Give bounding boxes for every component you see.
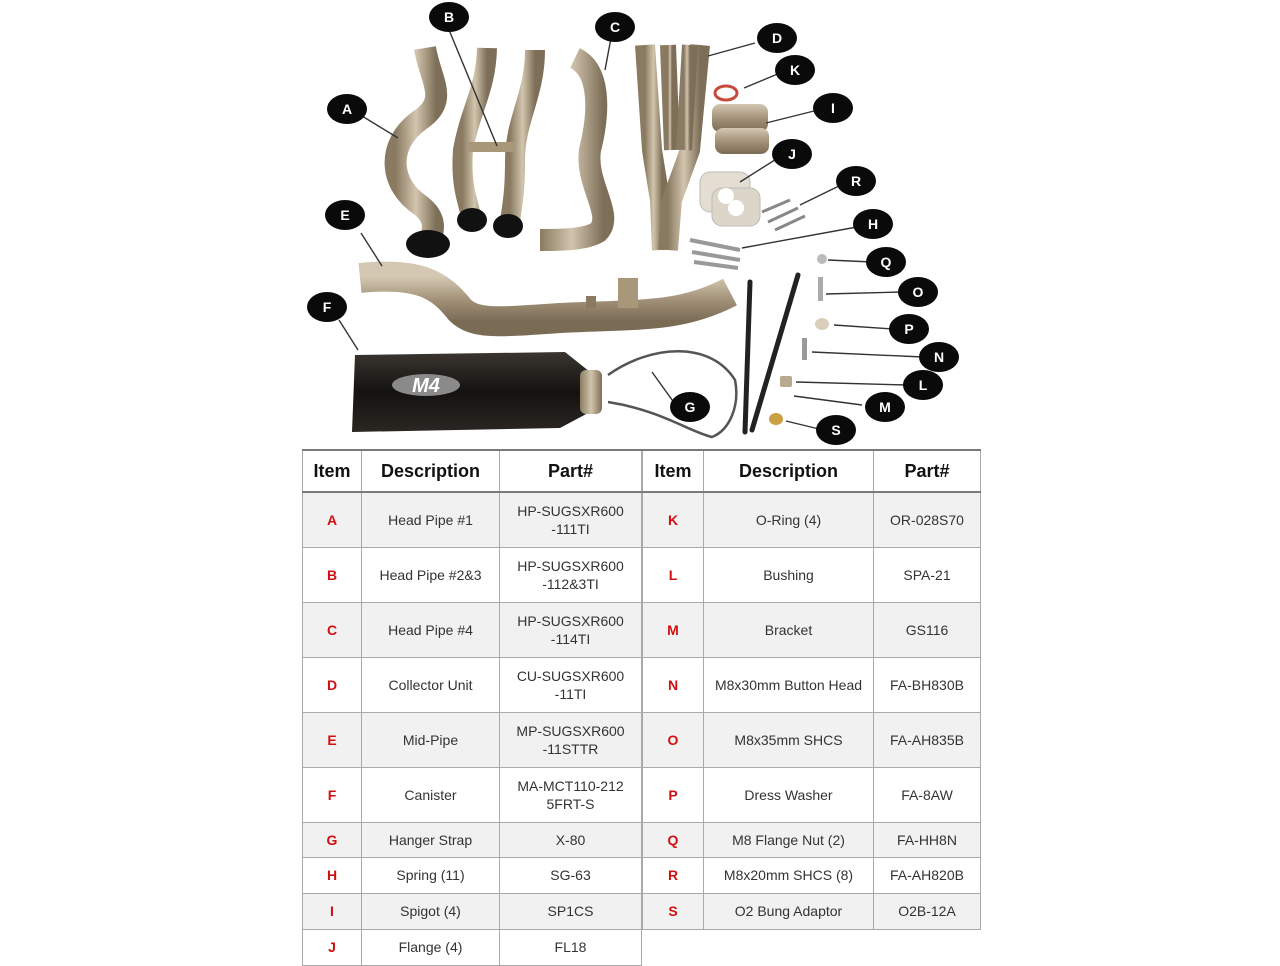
header-description: Description [704, 450, 874, 492]
shcs-bolts-part [762, 200, 805, 230]
item-description: Spigot (4) [362, 893, 500, 929]
table-row [303, 857, 642, 893]
table-row [303, 712, 642, 767]
hanger-strap-part [608, 351, 736, 437]
svg-text:L: L [918, 377, 928, 393]
exploded-parts-diagram [0, 0, 1280, 445]
bushing-part [780, 376, 792, 387]
item-part-number: HP-SUGSXR600 -112&3TI [500, 547, 642, 602]
svg-text:B: B [443, 9, 455, 25]
item-part-number: FA-HH8N [874, 822, 981, 857]
item-part-number: SPA-21 [874, 547, 981, 602]
button-bolt-part [818, 277, 823, 301]
item-part-number: HP-SUGSXR600 -111TI [500, 492, 642, 547]
callout-o [898, 277, 938, 307]
callout-g [670, 392, 710, 422]
item-description: O2 Bung Adaptor [704, 893, 874, 929]
svg-text:S: S [831, 422, 841, 438]
item-description: Hanger Strap [362, 822, 500, 857]
callout-d [757, 23, 797, 53]
table-row [303, 547, 642, 602]
table-row [643, 657, 981, 712]
shcs-bolt-n-part [802, 338, 807, 360]
item-description: M8x20mm SHCS (8) [704, 857, 874, 893]
item-letter: K [643, 492, 704, 547]
callout-s [816, 415, 856, 445]
table-row [643, 712, 981, 767]
svg-text:A: A [341, 101, 353, 117]
header-item: Item [643, 450, 704, 492]
table-row [643, 547, 981, 602]
mid-pipe-part [360, 277, 730, 322]
item-letter: Q [643, 822, 704, 857]
table-row [643, 822, 981, 857]
canister-part [352, 352, 602, 432]
callout-m [865, 392, 905, 422]
item-letter: B [303, 547, 362, 602]
item-description: Canister [362, 767, 500, 822]
item-description: Dress Washer [704, 767, 874, 822]
springs-part [690, 240, 740, 268]
item-description: Collector Unit [362, 657, 500, 712]
callout-b [429, 2, 469, 32]
item-part-number: X-80 [500, 822, 642, 857]
header-description: Description [362, 450, 500, 492]
callout-k [775, 55, 815, 85]
item-letter: A [303, 492, 362, 547]
table-row [303, 492, 642, 547]
flange-nut-part [817, 254, 827, 264]
table-row [643, 893, 981, 929]
item-description: Bracket [704, 602, 874, 657]
header-part: Part# [500, 450, 642, 492]
item-letter: J [303, 929, 362, 965]
item-part-number: CU-SUGSXR600 -11TI [500, 657, 642, 712]
flange-part [700, 172, 760, 226]
item-description: Flange (4) [362, 929, 500, 965]
item-part-number: SG-63 [500, 857, 642, 893]
item-description: Bushing [704, 547, 874, 602]
item-part-number: GS116 [874, 602, 981, 657]
collector-unit-part [645, 45, 700, 250]
item-letter: O [643, 712, 704, 767]
item-description: M8x35mm SHCS [704, 712, 874, 767]
svg-text:F: F [322, 299, 332, 315]
svg-text:I: I [831, 100, 835, 116]
svg-text:G: G [684, 399, 696, 415]
table-row [303, 602, 642, 657]
spigot-part [712, 104, 769, 154]
item-description: M8x30mm Button Head [704, 657, 874, 712]
svg-text:O: O [912, 284, 924, 300]
svg-text:Q: Q [880, 254, 892, 270]
item-letter: S [643, 893, 704, 929]
table-row [643, 767, 981, 822]
table-row [643, 492, 981, 547]
item-letter: G [303, 822, 362, 857]
item-part-number: FL18 [500, 929, 642, 965]
callout-q [866, 247, 906, 277]
item-description: Head Pipe #1 [362, 492, 500, 547]
callout-r [836, 166, 876, 196]
item-description: O-Ring (4) [704, 492, 874, 547]
item-part-number: FA-BH830B [874, 657, 981, 712]
item-part-number: OR-028S70 [874, 492, 981, 547]
svg-text:P: P [904, 321, 914, 337]
item-part-number: FA-8AW [874, 767, 981, 822]
table-header-row [303, 450, 642, 492]
callout-l [903, 370, 943, 400]
svg-text:N: N [933, 349, 945, 365]
item-description: M8 Flange Nut (2) [704, 822, 874, 857]
parts-table-right [642, 449, 981, 930]
item-letter: R [643, 857, 704, 893]
callout-f [307, 292, 347, 322]
header-part: Part# [874, 450, 981, 492]
item-part-number: HP-SUGSXR600 -114TI [500, 602, 642, 657]
callout-e [325, 200, 365, 230]
item-letter: D [303, 657, 362, 712]
svg-text:M: M [879, 399, 891, 415]
item-letter: M [643, 602, 704, 657]
callout-p [889, 314, 929, 344]
item-part-number: FA-AH820B [874, 857, 981, 893]
item-description: Head Pipe #2&3 [362, 547, 500, 602]
table-row [303, 657, 642, 712]
table-row [643, 602, 981, 657]
svg-text:D: D [771, 30, 783, 46]
svg-text:K: K [789, 62, 801, 78]
parts-table-left [302, 449, 642, 966]
callout-c [595, 12, 635, 42]
bracket-part [745, 275, 798, 432]
callout-a [327, 94, 367, 124]
item-description: Spring (11) [362, 857, 500, 893]
callout-j [772, 139, 812, 169]
item-part-number: O2B-12A [874, 893, 981, 929]
item-letter: N [643, 657, 704, 712]
item-letter: F [303, 767, 362, 822]
callout-h [853, 209, 893, 239]
bung-adaptor-part [769, 413, 783, 425]
table-row [303, 893, 642, 929]
callout-n [919, 342, 959, 372]
head-pipe-4-part [540, 58, 603, 240]
table-header-row [643, 450, 981, 492]
item-part-number: SP1CS [500, 893, 642, 929]
callout-i [813, 93, 853, 123]
item-part-number: FA-AH835B [874, 712, 981, 767]
o-ring-part [715, 86, 737, 100]
svg-text:E: E [340, 207, 350, 223]
table-row [303, 929, 642, 965]
item-letter: L [643, 547, 704, 602]
svg-text:H: H [867, 216, 879, 232]
svg-text:J: J [788, 146, 796, 162]
header-item: Item [303, 450, 362, 492]
item-part-number: MP-SUGSXR600 -11STTR [500, 712, 642, 767]
dress-washer-part [815, 318, 829, 330]
item-letter: C [303, 602, 362, 657]
item-letter: E [303, 712, 362, 767]
head-pipe-1-part [396, 48, 450, 258]
item-letter: P [643, 767, 704, 822]
svg-text:C: C [609, 19, 621, 35]
item-letter: H [303, 857, 362, 893]
item-letter: I [303, 893, 362, 929]
item-part-number: MA-MCT110-212 5FRT-S [500, 767, 642, 822]
item-description: Head Pipe #4 [362, 602, 500, 657]
table-row [303, 767, 642, 822]
item-description: Mid-Pipe [362, 712, 500, 767]
table-row [643, 857, 981, 893]
canister-logo: M4 [412, 375, 440, 397]
svg-text:R: R [850, 173, 862, 189]
table-row [303, 822, 642, 857]
